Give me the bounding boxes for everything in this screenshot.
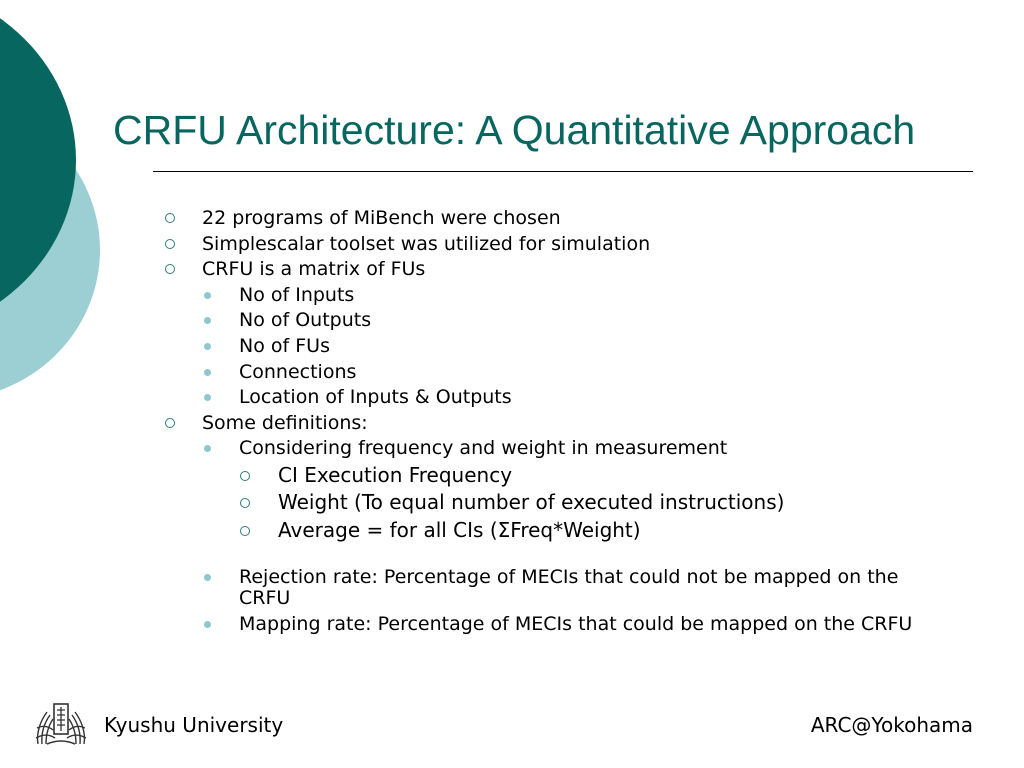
sub-sub-bullet-item xyxy=(160,517,960,544)
hollow-circle-bullet-icon xyxy=(165,264,175,274)
bullet-item xyxy=(160,206,960,232)
bullet-text: Some definitions: xyxy=(202,411,368,434)
bullet-text: No of FUs xyxy=(239,334,330,357)
sub-bullet-item xyxy=(160,334,960,360)
bullet-text: No of Inputs xyxy=(239,283,355,306)
sub-bullet-item xyxy=(160,385,960,411)
bullet-text: 22 programs of MiBench were chosen xyxy=(202,207,561,229)
bullet-list xyxy=(160,206,960,640)
hollow-circle-bullet-icon xyxy=(165,418,175,428)
sub-bullet-item xyxy=(160,283,960,309)
bullet-text: CRFU is a matrix of FUs xyxy=(202,258,426,281)
filled-dot-bullet-icon xyxy=(204,343,211,350)
bullet-text: CI Execution Frequency xyxy=(278,462,513,487)
bullet-text: Simplescalar toolset was utilized for simulation xyxy=(202,232,651,255)
bullet-text: Weight (To equal number of executed instructions) xyxy=(278,490,785,515)
bullet-item xyxy=(160,232,960,258)
filled-dot-bullet-icon xyxy=(204,317,211,324)
hollow-circle-bullet-icon xyxy=(240,498,250,508)
slide-title: CRFU Architecture: A Quantitative Approach xyxy=(113,107,916,153)
filled-dot-bullet-icon xyxy=(204,621,211,628)
bullet-item xyxy=(160,257,960,283)
bullet-text: Rejection rate: Percentage of MECIs that could not be mapped on the CRFU xyxy=(239,566,899,610)
sub-sub-bullet-item xyxy=(160,489,960,516)
bullet-text: Average = for all CIs (ΣFreq*Weight) xyxy=(278,517,641,542)
sub-bullet-item xyxy=(160,614,949,635)
bullet-text: No of Outputs xyxy=(239,309,372,332)
sub-bullet-item xyxy=(160,567,949,609)
bullet-text: Considering frequency and weight in measurement xyxy=(239,437,728,460)
hollow-circle-bullet-icon xyxy=(240,526,250,536)
bullet-text: Location of Inputs & Outputs xyxy=(239,386,512,409)
sub-bullet-item xyxy=(160,308,960,334)
filled-dot-bullet-icon xyxy=(204,292,211,299)
hollow-circle-bullet-icon xyxy=(165,239,175,249)
filled-dot-bullet-icon xyxy=(204,445,211,452)
title-divider xyxy=(153,171,973,172)
hollow-circle-bullet-icon xyxy=(240,471,250,481)
bullet-text: Connections xyxy=(239,360,357,383)
footer-institution: Kyushu University xyxy=(104,713,284,737)
hollow-circle-bullet-icon xyxy=(165,213,175,223)
filled-dot-bullet-icon xyxy=(204,574,211,581)
kyushu-university-emblem-icon xyxy=(33,698,89,748)
footer-event: ARC@Yokohama xyxy=(810,713,973,737)
sub-bullet-item xyxy=(160,360,960,386)
bullet-item xyxy=(160,411,960,437)
filled-dot-bullet-icon xyxy=(204,394,211,401)
list-spacer xyxy=(160,544,960,567)
sub-bullet-item xyxy=(160,436,960,462)
bullet-text: Mapping rate: Percentage of MECIs that could be mapped on the CRFU xyxy=(239,613,913,636)
sub-sub-bullet-item xyxy=(160,462,960,489)
filled-dot-bullet-icon xyxy=(204,369,211,376)
